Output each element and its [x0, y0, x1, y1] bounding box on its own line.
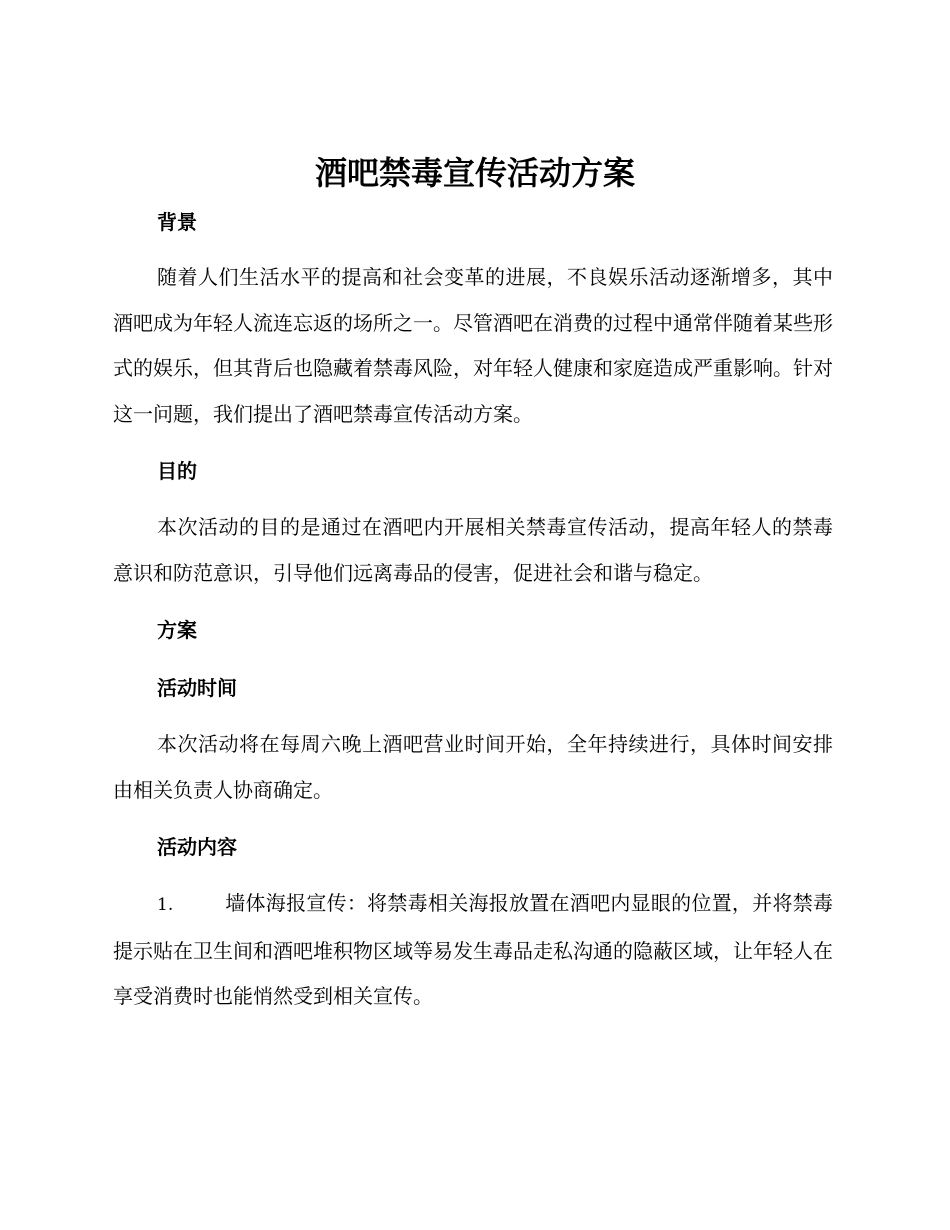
paragraph-activity-time: 本次活动将在每周六晚上酒吧营业时间开始，全年持续进行，具体时间安排由相关负责人协商确定。: [113, 732, 833, 802]
heading-background: 背景: [157, 210, 197, 234]
paragraph-purpose: 本次活动的目的是通过在酒吧内开展相关禁毒宣传活动，提高年轻人的禁毒意识和防范意识，引导他们远离毒品的侵害，促进社会和谐与稳定。: [113, 515, 833, 585]
paragraph-background: 随着人们生活水平的提高和社会变革的进展，不良娱乐活动逐渐增多，其中酒吧成为年轻人流连忘返的场所之一。尽管酒吧在消费的过程中通常伴随着某些形式的娱乐，但其背后也隐藏着禁毒风险，对年轻人健康和家庭造成严重影响。针对这一问题，我们提出了酒吧禁毒宣传活动方案。: [113, 265, 833, 426]
list-item-text: 墙体海报宣传：将禁毒相关海报放置在酒吧内显眼的位置，并将禁毒提示贴在卫生间和酒吧堆积物区域等易发生毒品走私沟通的隐蔽区域，让年轻人在享受消费时也能悄然受到相关宣传。: [113, 891, 833, 1008]
heading-activity-time: 活动时间: [157, 676, 237, 700]
list-item: [113, 881, 833, 1020]
document-title: 酒吧禁毒宣传活动方案: [314, 154, 635, 192]
list-item-number: 1.: [157, 895, 174, 915]
heading-plan: 方案: [157, 618, 197, 642]
heading-purpose: 目的: [157, 459, 197, 483]
heading-activity-content: 活动内容: [157, 835, 237, 859]
